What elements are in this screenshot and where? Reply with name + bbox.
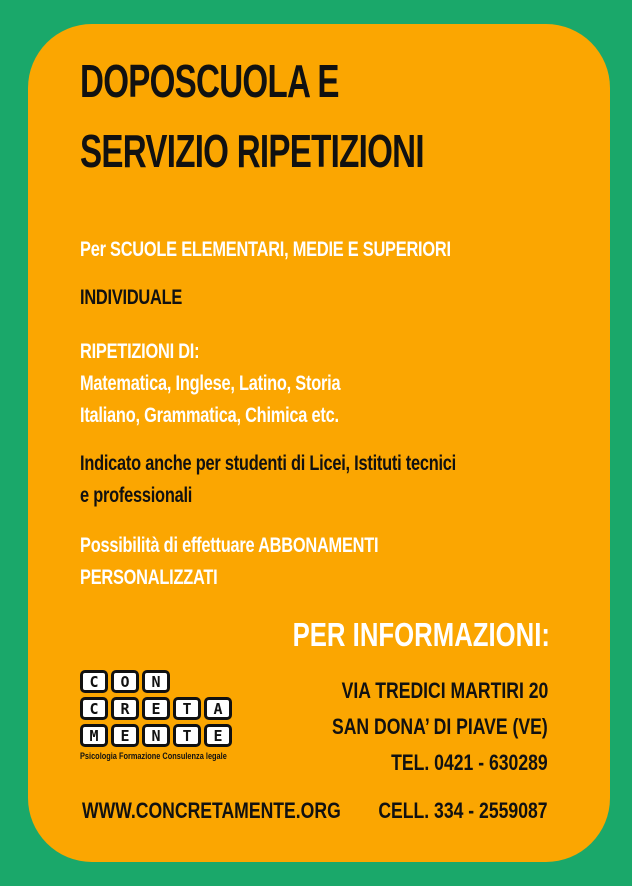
logo-tagline: Psicologia Formazione Consulenza legale	[80, 751, 227, 761]
address-text: VIA TREDICI MARTIRI 20	[341, 678, 548, 703]
logo-letter: T	[173, 697, 201, 720]
info-heading: PER INFORMAZIONI:	[292, 616, 550, 653]
flyer-title-line-1: DOPOSCUOLA E	[80, 55, 339, 107]
logo-row-2	[80, 697, 250, 720]
subscriptions-line-2: PERSONALIZZATI	[80, 566, 218, 589]
logo-letter: E	[204, 724, 232, 747]
logo-letter: C	[80, 670, 108, 693]
logo-letter: N	[142, 670, 170, 693]
subjects-title: RIPETIZIONI DI:	[80, 340, 200, 363]
target-line-1: Indicato anche per studenti di Licei, Istituti tecnici	[80, 452, 457, 475]
logo-letter: E	[142, 697, 170, 720]
schools-text: Per SCUOLE ELEMENTARI, MEDIE E SUPERIORI	[80, 238, 451, 261]
logo-letter: O	[111, 670, 139, 693]
logo-letter: T	[173, 724, 201, 747]
subjects-line-1: Matematica, Inglese, Latino, Storia	[80, 372, 341, 395]
mode-text: INDIVIDUALE	[80, 286, 183, 309]
concretamente-logo	[80, 670, 250, 761]
website-link[interactable]: WWW.CONCRETAMENTE.ORG	[82, 798, 341, 823]
logo-letter: M	[80, 724, 108, 747]
flyer-title-line-2: SERVIZIO RIPETIZIONI	[80, 125, 424, 177]
logo-letter: N	[142, 724, 170, 747]
logo-letter: C	[80, 697, 108, 720]
phone-text: TEL. 0421 - 630289	[391, 750, 548, 775]
subscriptions-line-1: Possibilità di effettuare ABBONAMENTI	[80, 534, 379, 557]
logo-row-1	[80, 670, 250, 693]
logo-letter: E	[111, 724, 139, 747]
city-text: SAN DONA’ DI PIAVE (VE)	[332, 714, 548, 739]
mobile-text: CELL. 334 - 2559087	[378, 798, 548, 823]
logo-letter: R	[111, 697, 139, 720]
logo-row-3	[80, 724, 250, 747]
logo-letter: A	[204, 697, 232, 720]
subjects-line-2: Italiano, Grammatica, Chimica etc.	[80, 404, 339, 427]
target-line-2: e professionali	[80, 484, 193, 507]
